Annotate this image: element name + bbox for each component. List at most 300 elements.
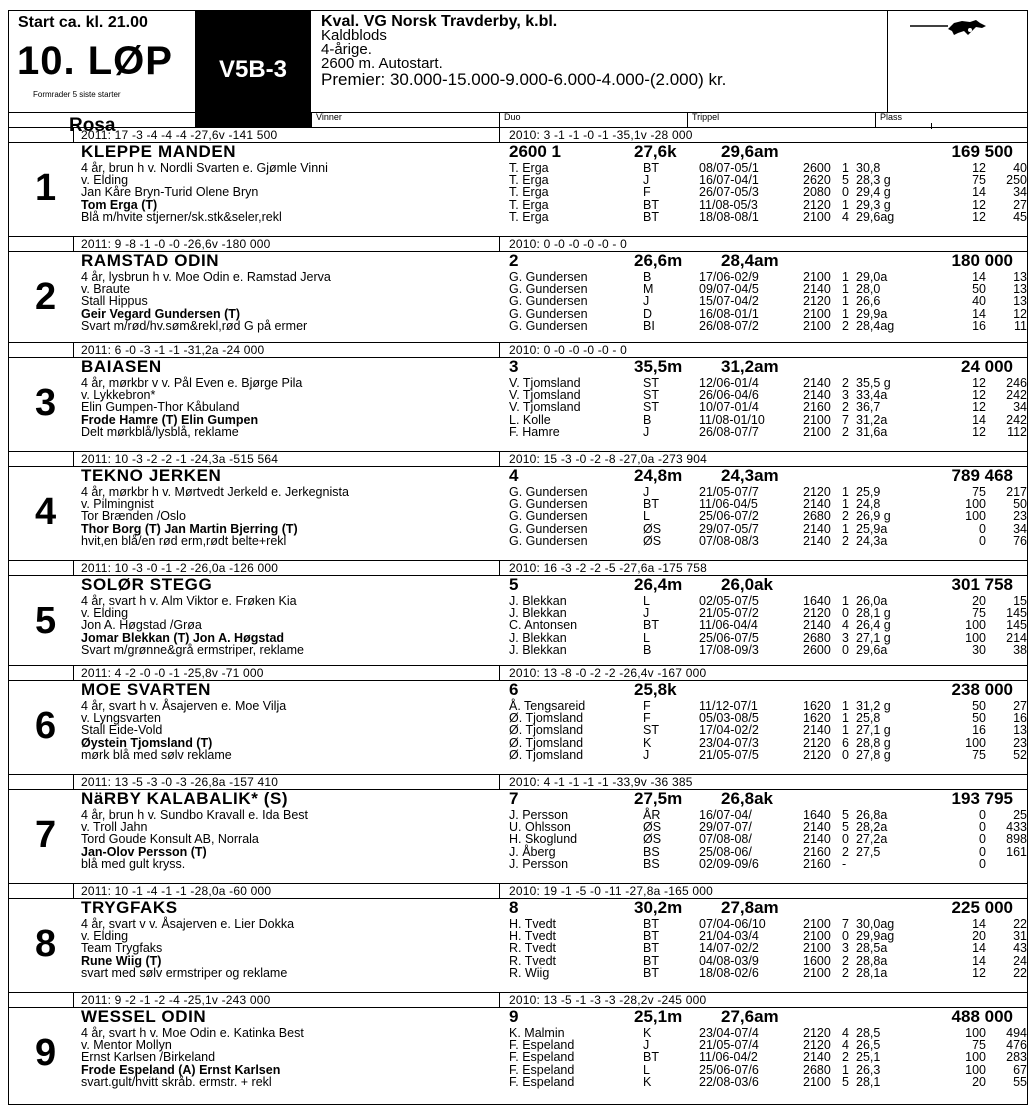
info-owner: Stall Eide-Vold (81, 723, 163, 738)
start-odds: 50 (972, 282, 986, 297)
start-date: 25/06-07/6 (699, 1062, 759, 1077)
start-prize: 50 (1013, 497, 1027, 512)
start-place: 1 (842, 723, 849, 738)
start-prize: 12 (1013, 306, 1027, 321)
start-place: 0 (842, 185, 849, 200)
info-breeder-sire: v. Lykkebron* (81, 388, 156, 403)
start-place: 2 (842, 1050, 849, 1065)
start-distance: 2140 (803, 723, 831, 738)
horse-entry (8, 561, 1028, 666)
start-odds: 75 (972, 747, 986, 762)
horse-total: 238 000 (951, 680, 1013, 699)
stats-2010: 2010: 4 -1 -1 -1 -1 -33,9v -36 385 (509, 775, 693, 789)
start-date: 07/08-08/3 (699, 533, 759, 548)
info-colors: svart.gult/hvitt skråb. ermstr. + rekl (81, 1074, 272, 1089)
start-odds: 0 (979, 521, 986, 536)
start-driver: F. Espeland (509, 1062, 575, 1077)
start-date: 16/07-04/1 (699, 173, 759, 188)
start-prize: 76 (1013, 533, 1027, 548)
start-prize: 67 (1013, 1062, 1027, 1077)
start-date: 26/08-07/2 (699, 318, 759, 333)
start-time: 26,4 g (856, 618, 891, 633)
start-driver: H. Tvedt (509, 917, 557, 931)
start-track: F (643, 185, 651, 200)
start-prize: 34 (1013, 521, 1027, 536)
start-time: 26,0a (856, 594, 888, 608)
start-distance: 2140 (803, 820, 831, 835)
start-date: 21/05-07/4 (699, 1038, 759, 1053)
start-track: ST (643, 400, 659, 415)
info-owner: Ernst Karlsen /Birkeland (81, 1050, 216, 1065)
start-number: 5 (35, 600, 57, 642)
horse-entry (8, 666, 1028, 775)
start-time: 29,6ag (856, 209, 895, 224)
start-time: 28,2a (856, 820, 888, 835)
start-time: 33,4a (856, 388, 888, 403)
horse-total: 488 000 (951, 1007, 1013, 1026)
start-date: 16/08-01/1 (699, 306, 759, 321)
start-prize: 214 (1006, 630, 1027, 645)
start-driver: F. Espeland (509, 1050, 575, 1065)
start-prize: 23 (1013, 735, 1027, 750)
start-distance: 2680 (803, 1062, 831, 1077)
start-distance: 1600 (803, 953, 831, 968)
start-track: F (643, 699, 651, 713)
horse-info (81, 595, 304, 656)
horse-rec1: 30,2m (634, 898, 683, 917)
start-track: ST (643, 723, 659, 738)
start-track: B (643, 642, 652, 657)
start-prize: 217 (1006, 485, 1027, 499)
start-odds: 14 (972, 185, 986, 200)
bet-plass: Plass (875, 112, 902, 128)
info-breeder-sire: v. Pilmingnist (81, 497, 154, 512)
start-prize: 27 (1013, 699, 1027, 713)
stats-2011: 2011: 13 -5 -3 -0 -3 -26,8a -157 410 (81, 775, 279, 789)
stats-2011: 2011: 9 -2 -1 -2 -4 -25,1v -243 000 (81, 993, 271, 1007)
start-driver: H. Tvedt (509, 929, 557, 944)
start-prize: 22 (1013, 965, 1027, 980)
start-distance: 2680 (803, 509, 831, 524)
info-trainer: Rune Wiig (T) (81, 953, 162, 968)
horse-post: 7 (509, 789, 519, 808)
horse-entry (8, 343, 1028, 452)
start-track: BI (643, 318, 655, 333)
start-track: ØS (643, 820, 662, 835)
logo-box (887, 11, 1029, 112)
start-odds: 14 (972, 412, 986, 427)
start-driver: H. Skoglund (509, 832, 578, 847)
start-driver: G. Gundersen (509, 306, 588, 321)
horse-rec2: 24,3am (721, 466, 779, 485)
start-time: 30,8 (856, 161, 881, 175)
start-driver: K. Malmin (509, 1026, 565, 1040)
start-track: J (643, 1038, 650, 1053)
start-prize: 145 (1006, 606, 1027, 621)
start-distance: 1640 (803, 594, 831, 608)
horse-entry (8, 775, 1028, 884)
horse-info (81, 918, 294, 979)
start-prize: 13 (1013, 282, 1027, 297)
horse-name: NäRBY KALABALIK* (S) (81, 789, 289, 808)
start-distance: 2100 (803, 917, 831, 931)
start-time: 24,8 (856, 497, 881, 512)
start-track: BT (643, 1050, 659, 1065)
start-date: 23/04-07/4 (699, 1026, 759, 1040)
start-prize: 494 (1006, 1026, 1027, 1040)
horse-entry (8, 128, 1028, 237)
horse-rec1: 27,6k (634, 142, 677, 161)
horse-post: 5 (509, 575, 519, 594)
start-odds: 12 (972, 161, 986, 175)
info-colors: Svart m/grønne&grå ermstriper, reklame (81, 642, 304, 657)
start-odds: 20 (972, 1074, 986, 1089)
start-track: J (643, 424, 650, 439)
start-number: 4 (35, 491, 57, 533)
start-place: 4 (842, 209, 849, 224)
horse-rec2: 28,4am (721, 251, 779, 270)
info-breeder-sire: v. Lyngsvarten (81, 711, 161, 726)
horse-name: WESSEL ODIN (81, 1007, 207, 1026)
start-time: 29,4 g (856, 185, 891, 200)
start-distance: 2120 (803, 294, 831, 309)
start-place: 4 (842, 1026, 849, 1040)
start-odds: 0 (979, 820, 986, 835)
start-odds: 14 (972, 270, 986, 284)
start-odds: 0 (979, 832, 986, 847)
start-distance: 2080 (803, 185, 831, 200)
start-date: 14/07-02/2 (699, 941, 759, 956)
start-track: D (643, 306, 653, 321)
horse-info (81, 377, 302, 438)
info-owner: Team Trygfaks (81, 941, 163, 956)
start-distance: 2140 (803, 533, 831, 548)
info-breeder-sire: v. Elding (81, 606, 129, 621)
start-time: 27,2a (856, 832, 888, 847)
start-track: K (643, 735, 652, 750)
start-time: 27,5 (856, 844, 881, 859)
start-track: K (643, 1074, 652, 1089)
start-driver: G. Gundersen (509, 509, 588, 524)
horse-post: 2600 1 (509, 142, 561, 161)
start-number: 7 (35, 814, 57, 856)
stats-2010: 2010: 0 -0 -0 -0 -0 - 0 (509, 343, 627, 357)
start-track: BT (643, 965, 659, 980)
start-time: 30,0ag (856, 917, 895, 931)
start-distance: 2120 (803, 1026, 831, 1040)
start-distance: 2140 (803, 1050, 831, 1065)
start-odds: 12 (972, 965, 986, 980)
start-prize: 13 (1013, 294, 1027, 309)
start-place: 1 (842, 594, 849, 608)
start-prize: 242 (1006, 388, 1027, 403)
start-date: 21/05-07/2 (699, 606, 759, 621)
start-time: 26,5 (856, 1038, 881, 1053)
horse-total: 169 500 (951, 142, 1013, 161)
start-prize: 242 (1006, 412, 1027, 427)
start-prize: 23 (1013, 509, 1027, 524)
stats-2010: 2010: 13 -8 -0 -2 -2 -26,4v -167 000 (509, 666, 707, 680)
start-place: 6 (842, 735, 849, 750)
start-distance: 2140 (803, 521, 831, 536)
start-driver: J. Blekkan (509, 606, 567, 621)
start-prize: 250 (1006, 173, 1027, 188)
start-driver: G. Gundersen (509, 533, 588, 548)
start-date: 12/06-01/4 (699, 376, 759, 390)
start-track: BT (643, 618, 659, 633)
race-breed: Kaldblods (321, 27, 387, 44)
form-note: Formrader 5 siste starter (33, 90, 121, 99)
start-odds: 16 (972, 723, 986, 738)
horse-total: 301 758 (951, 575, 1013, 594)
start-driver: Å. Tengsareid (509, 699, 586, 713)
start-time: 28,3 g (856, 173, 891, 188)
info-trainer: Jomar Blekkan (T) Jon A. Høgstad (81, 630, 285, 645)
start-time: 31,2 g (856, 699, 891, 713)
start-place: 1 (842, 1062, 849, 1077)
stats-2011: 2011: 17 -3 -4 -4 -4 -27,6v -141 500 (81, 128, 278, 142)
start-date: 11/06-04/5 (699, 497, 758, 512)
start-prize: 24 (1013, 953, 1027, 968)
horse-rec1: 24,8m (634, 466, 683, 485)
start-distance: 2620 (803, 173, 831, 188)
start-track: BT (643, 929, 659, 944)
start-driver: J. Åberg (509, 844, 556, 859)
start-odds: 50 (972, 699, 986, 713)
start-track: BT (643, 161, 659, 175)
horse-rec2: 26,8ak (721, 789, 773, 808)
start-distance: 2100 (803, 1074, 831, 1089)
start-date: 26/06-04/6 (699, 388, 759, 403)
start-time: 25,9a (856, 521, 888, 536)
start-date: 21/05-07/5 (699, 747, 759, 762)
start-date: 25/06-07/2 (699, 509, 759, 524)
start-distance: 2100 (803, 270, 831, 284)
bet-duo: Duo (499, 112, 521, 128)
start-odds: 75 (972, 485, 986, 499)
horse-rec2: 29,6am (721, 142, 779, 161)
info-colors: Delt mørkblå/lysblå, reklame (81, 424, 239, 439)
info-trainer: Geir Vegard Gundersen (T) (81, 306, 241, 321)
start-track: ÅR (643, 808, 661, 822)
start-date: 11/06-04/2 (699, 1050, 758, 1065)
start-track: J (643, 173, 650, 188)
start-distance: 2100 (803, 424, 831, 439)
start-time: 29,9ag (856, 929, 895, 944)
stats-2010: 2010: 13 -5 -1 -3 -3 -28,2v -245 000 (509, 993, 707, 1007)
start-date: 05/03-08/5 (699, 711, 759, 726)
start-odds: 12 (972, 424, 986, 439)
start-distance: 2100 (803, 412, 831, 427)
start-date: 17/08-09/3 (699, 642, 759, 657)
horse-name: RAMSTAD ODIN (81, 251, 220, 270)
horse-info (81, 700, 286, 761)
info-owner: Jon A. Høgstad /Grøa (81, 618, 202, 633)
start-time: 27,8 g (856, 747, 891, 762)
start-time: 25,1 (856, 1050, 881, 1065)
horse-name: TEKNO JERKEN (81, 466, 222, 485)
start-time: 31,6a (856, 424, 888, 439)
start-place: 1 (842, 306, 849, 321)
start-driver: F. Hamre (509, 424, 560, 439)
start-odds: 0 (979, 533, 986, 548)
start-distance: 2140 (803, 832, 831, 847)
start-prize: 15 (1013, 594, 1027, 608)
horse-name: KLEPPE MANDEN (81, 142, 237, 161)
start-driver: Ø. Tjomsland (509, 711, 584, 726)
start-time: 31,2a (856, 412, 888, 427)
start-distance: 2100 (803, 306, 831, 321)
start-prize: 898 (1006, 832, 1027, 847)
start-odds: 100 (965, 509, 986, 524)
start-time: 24,3a (856, 533, 888, 548)
start-date: 21/04-03/4 (699, 929, 759, 944)
start-time: 26,3 (856, 1062, 881, 1077)
start-place: 0 (842, 642, 849, 657)
start-place: 1 (842, 161, 849, 175)
start-time: 29,0a (856, 270, 888, 284)
start-prize: 476 (1006, 1038, 1027, 1053)
horse-info (81, 162, 328, 223)
start-odds: 100 (965, 1026, 986, 1040)
start-number: 6 (35, 705, 57, 747)
start-track: ØS (643, 521, 662, 536)
info-trainer: Jan-Olov Persson (T) (81, 844, 207, 859)
start-number: 1 (35, 167, 57, 209)
start-date: 08/07-05/1 (699, 161, 759, 175)
start-driver: V. Tjomsland (509, 388, 581, 403)
start-driver: T. Erga (509, 185, 549, 200)
start-date: 02/09-09/6 (699, 856, 759, 871)
start-time: 28,1 g (856, 606, 891, 621)
start-distance: 2100 (803, 209, 831, 224)
start-time: Start ca. kl. 21.00 (18, 14, 148, 31)
bet-trippel: Trippel (687, 112, 719, 128)
start-prize: 38 (1013, 642, 1027, 657)
start-odds: 14 (972, 953, 986, 968)
start-driver: R. Wiig (509, 965, 550, 980)
info-breeder-sire: v. Elding (81, 173, 129, 188)
race-number: 10. LØP (17, 39, 173, 83)
start-prize: 246 (1006, 376, 1027, 390)
info-colors: svart med sølv ermstriper og reklame (81, 965, 288, 980)
start-time: 26,6 (856, 294, 881, 309)
start-date: 21/05-07/7 (699, 485, 759, 499)
horse-post: 8 (509, 898, 519, 917)
horse-rec2: 27,6am (721, 1007, 779, 1026)
info-trainer: Tom Erga (T) (81, 197, 158, 212)
start-track: ØS (643, 533, 662, 548)
start-track: L (643, 509, 650, 524)
horse-post: 2 (509, 251, 519, 270)
start-odds: 12 (972, 400, 986, 415)
start-track: J (643, 747, 650, 762)
info-colors: mørk blå med sølv reklame (81, 747, 232, 762)
start-date: 09/07-04/5 (699, 282, 759, 297)
info-owner: Jan Kåre Bryn-Turid Olene Bryn (81, 185, 259, 200)
start-distance: 2680 (803, 630, 831, 645)
info-pedigree: 4 år, brun h v. Nordli Svarten e. Gjømle Vinni (81, 161, 328, 175)
start-driver: G. Gundersen (509, 270, 588, 284)
start-odds: 14 (972, 917, 986, 931)
start-time: 28,4ag (856, 318, 895, 333)
start-track: L (643, 594, 650, 608)
info-breeder-sire: v. Braute (81, 282, 131, 297)
horse-entry (8, 237, 1028, 343)
start-track: K (643, 1026, 652, 1040)
start-date: 22/08-03/6 (699, 1074, 759, 1089)
start-odds: 75 (972, 173, 986, 188)
start-distance: 2120 (803, 747, 831, 762)
start-driver: G. Gundersen (509, 318, 588, 333)
start-prize: 433 (1006, 820, 1027, 835)
horse-info (81, 1027, 304, 1088)
start-driver: G. Gundersen (509, 485, 588, 499)
horse-post: 9 (509, 1007, 519, 1026)
start-place: 1 (842, 521, 849, 536)
start-distance: 2100 (803, 941, 831, 956)
start-distance: 2120 (803, 1038, 831, 1053)
start-track: F (643, 711, 651, 726)
start-driver: J. Blekkan (509, 594, 567, 608)
start-odds: 16 (972, 318, 986, 333)
start-odds: 100 (965, 1062, 986, 1077)
start-track: L (643, 1062, 650, 1077)
start-place: 2 (842, 318, 849, 333)
start-number: 8 (35, 923, 57, 965)
start-place: 5 (842, 1074, 849, 1089)
start-place: 3 (842, 630, 849, 645)
horse-total: 193 795 (951, 789, 1013, 808)
start-driver: G. Gundersen (509, 294, 588, 309)
start-time: 28,8 g (856, 735, 891, 750)
start-number: 2 (35, 276, 57, 318)
start-time: 28,1 (856, 1074, 881, 1089)
start-date: 29/07-07/ (699, 820, 752, 835)
start-track: ST (643, 388, 659, 403)
horse-rec2: 26,0ak (721, 575, 773, 594)
start-place: 3 (842, 388, 849, 403)
start-date: 07/08-08/ (699, 832, 752, 847)
race-age: 4-årige. (321, 41, 372, 58)
info-breeder-sire: v. Elding (81, 929, 129, 944)
start-driver: G. Gundersen (509, 521, 588, 536)
start-track: BT (643, 497, 659, 512)
start-odds: 12 (972, 209, 986, 224)
start-time: 27,1 g (856, 723, 891, 738)
horse-info (81, 809, 308, 870)
info-trainer: Øystein Tjomsland (T) (81, 735, 213, 750)
horse-name: BAIASEN (81, 357, 162, 376)
start-prize: 27 (1013, 197, 1027, 212)
start-time: 26,8a (856, 808, 888, 822)
start-place: 1 (842, 270, 849, 284)
stats-2010: 2010: 0 -0 -0 -0 -0 - 0 (509, 237, 627, 251)
start-odds: 14 (972, 941, 986, 956)
start-prize: 31 (1013, 929, 1027, 944)
start-odds: 20 (972, 594, 986, 608)
start-date: 26/07-05/3 (699, 185, 759, 200)
info-owner: Stall Hippus (81, 294, 148, 309)
info-pedigree: 4 år, svart h v. Alm Viktor e. Frøken Kia (81, 594, 297, 608)
start-driver: J. Blekkan (509, 630, 567, 645)
start-prize: 112 (1007, 424, 1027, 439)
start-time: 28,5a (856, 941, 888, 956)
start-odds: 75 (972, 1038, 986, 1053)
stats-2010: 2010: 15 -3 -0 -2 -8 -27,0a -273 904 (509, 452, 707, 466)
start-driver: L. Kolle (509, 412, 551, 427)
start-distance: 2120 (803, 606, 831, 621)
